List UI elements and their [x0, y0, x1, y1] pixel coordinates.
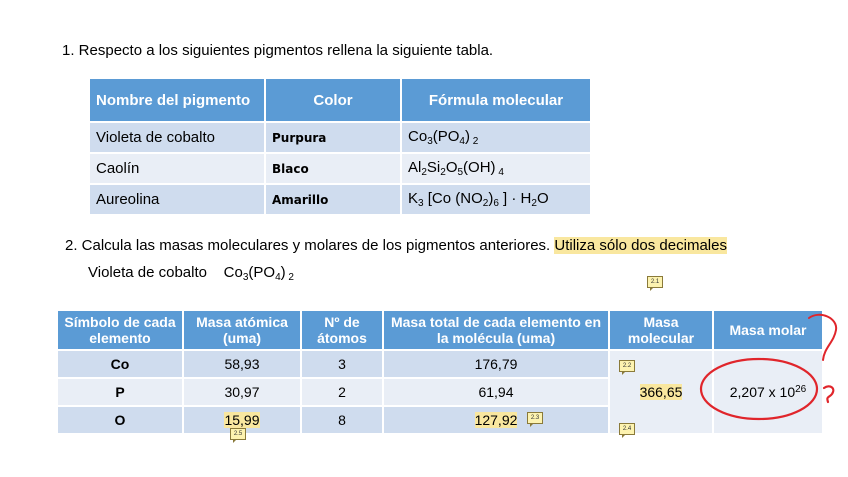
element-symbol: O — [58, 406, 183, 433]
comment-note-icon[interactable]: 2.2 — [619, 360, 635, 372]
red-dot-annotation — [824, 386, 833, 402]
comment-note-icon[interactable]: 2.5 — [230, 428, 246, 440]
total-mass: 176,79 — [383, 350, 609, 378]
comment-note-icon[interactable]: 2.4 — [619, 423, 635, 435]
element-symbol: Co — [58, 350, 183, 378]
question-2 — [65, 237, 727, 254]
header-atomic-mass: Masa atómica (uma) — [183, 311, 301, 350]
pigment-color: Blaco — [265, 153, 401, 184]
atomic-mass: 58,93 — [183, 350, 301, 378]
header-total-mass: Masa total de cada elemento en la molécula (uma) — [383, 311, 609, 350]
atomic-mass: 30,97 — [183, 378, 301, 406]
comment-note-icon[interactable]: 2.1 — [647, 276, 663, 288]
total-mass: 127,92 — [383, 406, 609, 433]
header-molecular-mass: Masa molecular — [609, 311, 713, 350]
pigment-name: Violeta de cobalto — [90, 122, 265, 153]
pigment-color: Purpura — [265, 122, 401, 153]
header-atoms: Nº de átomos — [301, 311, 383, 350]
masses-table — [58, 311, 824, 433]
question-2-text: 2. Calcula las masas moleculares y molares de los pigmentos anteriores. — [65, 237, 555, 254]
total-mass: 61,94 — [383, 378, 609, 406]
question-1: 1. Respecto a los siguientes pigmentos rellena la siguiente tabla. — [62, 42, 494, 59]
pigment-name: Aureolina — [90, 184, 265, 214]
pigment-formula: $K_3$ [Co $(NO_2)_6$ ] · $H_2O$ — [401, 184, 591, 214]
header-molar-mass: Masa molar — [713, 311, 823, 350]
pigment-color: Amarillo — [265, 184, 401, 214]
header-pigment-name: Nombre del pigmento — [90, 79, 265, 122]
pigment-formula: $Al_2Si_2O_5(OH)$ $_4$ — [401, 153, 591, 184]
molecular-mass-value: 366,65 — [609, 350, 713, 433]
pigment-label: Violeta de cobalto $Co_3(PO_4)$ $_2$ — [88, 264, 294, 283]
table-row — [58, 350, 823, 378]
element-symbol: P — [58, 378, 183, 406]
comment-note-icon[interactable]: 2.3 — [527, 412, 543, 424]
header-formula: Fórmula molecular — [401, 79, 591, 122]
pigment-name: Caolín — [90, 153, 265, 184]
atom-count: 3 — [301, 350, 383, 378]
atom-count: 8 — [301, 406, 383, 433]
molar-mass-value: 2,207 x $10^{26}$ — [713, 350, 823, 433]
table-row — [90, 184, 591, 214]
atomic-mass: 15,99 — [183, 406, 301, 433]
pigment-label-name: Violeta de cobalto — [88, 264, 207, 281]
highlighted-instruction: Utiliza sólo dos decimales — [554, 237, 727, 254]
pigments-table — [90, 79, 592, 214]
atom-count: 2 — [301, 378, 383, 406]
header-symbol: Símbolo de cada elemento — [58, 311, 183, 350]
table-row — [90, 153, 591, 184]
table-row — [90, 122, 591, 153]
header-color: Color — [265, 79, 401, 122]
pigment-formula: $Co_3(PO_4)$ $_2$ — [401, 122, 591, 153]
